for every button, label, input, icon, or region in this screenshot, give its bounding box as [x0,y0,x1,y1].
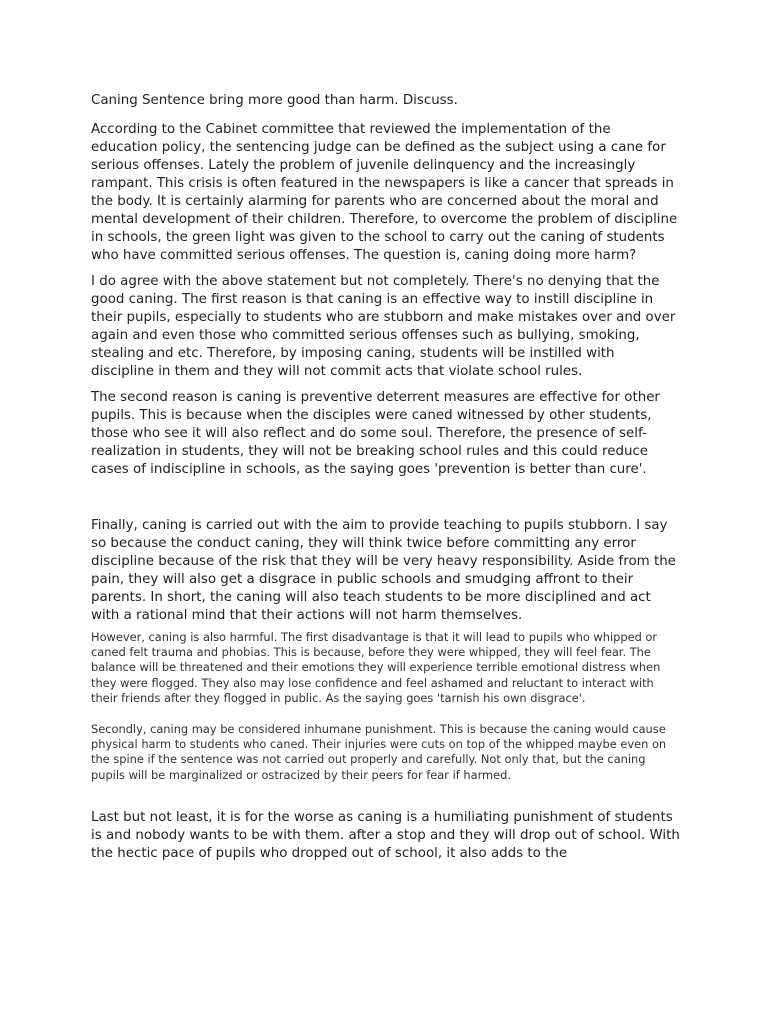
document-title: Caning Sentence bring more good than harm. Discuss. [91,93,458,108]
document-body [91,92,681,871]
paragraph-last-point: Last but not least, it is for the worse as caning is a humiliating punishment of students is and nobody wants to be with them. after a stop and they will drop out of school. With the hectic pace of pupils who dropped out of school, it also adds to the [91,809,680,861]
paragraph-final-reason: Finally, caning is carried out with the aim to provide teaching to pupils stubborn. I say so because the conduct caning, they will think twice before committing any error discipline because of the risk that they will be very heavy responsibility. Aside from the pain, they will also get a disgrace in public schools and smudging affront to their parents. In short, the caning will also teach students to be more disciplined and act with a rational mind that their actions will not harm themselves. [91,518,676,623]
paragraph-introduction: According to the Cabinet committee that reviewed the implementation of the education policy, the sentencing judge can be defined as the subject using a cane for serious offenses. Lately the problem of juvenile delinquency and the increasingly rampant. This crisis is often featured in the newspapers is like a cancer that spreads in the body. It is certainly alarming for parents who are concerned about the moral and mental development of their children. Therefore, to overcome the problem of discipline in schools, the green light was given to the school to carry out the caning of students who have committed serious offenses. The question is, caning doing more harm? [91,122,678,263]
paragraph-second-disadvantage: Secondly, caning may be considered inhumane punishment. This is because the caning would cause physical harm to students who caned. Their injuries were cuts on top of the whipped maybe even on the spine if the sentence was not carried out properly and carefully. Not only that, but the caning pupils will be marginalized or ostracized by their peers for fear if harmed. [91,722,667,782]
paragraph-second-reason: The second reason is caning is preventive deterrent measures are effective for other pupils. This is because when the disciples were caned witnessed by other students, those who see it will also reflect and do some soul. Therefore, the presence of self-realization in students, they will not be breaking school rules and this could reduce cases of indiscipline in schools, as the saying goes 'prevention is better than cure'. [91,390,660,477]
paragraph-first-disadvantage: However, caning is also harmful. The first disadvantage is that it will lead to pupils who whipped or caned felt trauma and phobias. This is because, before they were whipped, they will feel fear. The balance will be threatened and their emotions they will experience terrible emotional distress when they were flogged. They also may lose confidence and feel ashamed and reluctant to interact with their friends after they flogged in public. As the saying goes 'tarnish his own disgrace'. [91,630,661,705]
paragraph-first-reason: I do agree with the above statement but not completely. There's no denying that the good caning. The first reason is that caning is an effective way to instill discipline in their pupils, especially to students who are stubborn and make mistakes over and over again and even those who committed serious offenses such as bullying, smoking, stealing and etc. Therefore, by imposing caning, students will be instilled with discipline in them and they will not commit acts that violate school rules. [91,274,676,379]
